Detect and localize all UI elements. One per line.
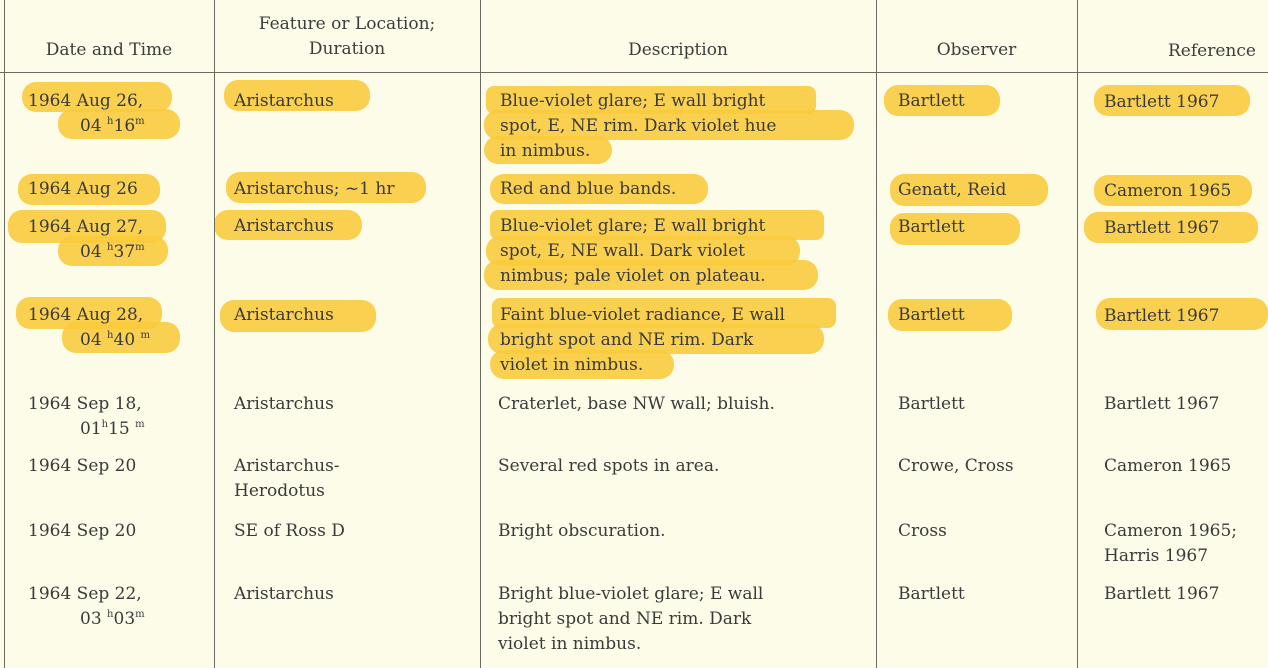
feature-cell: Aristarchus <box>234 394 334 414</box>
description-line: bright spot and NE rim. Dark <box>500 330 754 350</box>
date-cell <box>28 582 145 632</box>
description-line: spot, E, NE wall. Dark violet <box>500 241 745 261</box>
reference-cell: Bartlett 1967 <box>1104 584 1220 604</box>
time-text: 03 $^h$03$^m$ <box>80 609 145 629</box>
header-reference: Reference <box>1168 41 1256 61</box>
description-line: nimbus; pale violet on plateau. <box>500 266 766 286</box>
description-line: Craterlet, base NW wall; bluish. <box>498 394 775 414</box>
time-text: 04 $^h$16$^m$ <box>80 116 145 136</box>
observer-cell: Bartlett <box>898 217 965 237</box>
feature-line: Aristarchus- <box>234 456 340 476</box>
time-text: 04 $^h$40 $^m$ <box>80 330 151 350</box>
observer-cell: Bartlett <box>898 305 965 325</box>
date-text: 1964 Aug 26 <box>28 179 138 199</box>
observer-cell: Bartlett <box>898 394 965 414</box>
feature-cell: Aristarchus <box>234 91 334 111</box>
feature-cell: Aristarchus <box>234 584 334 604</box>
column-rule <box>214 0 215 668</box>
date-cell <box>28 392 145 442</box>
feature-line: Herodotus <box>234 481 325 501</box>
header-observer: Observer <box>936 40 1017 60</box>
header-feature-line2: Duration <box>308 39 386 59</box>
column-rule <box>480 0 481 668</box>
date-cell <box>28 89 145 139</box>
description-cell <box>500 89 776 164</box>
reference-line: Harris 1967 <box>1104 546 1209 566</box>
date-text: 1964 Sep 20 <box>28 521 137 541</box>
column-rule <box>4 0 5 668</box>
date-cell <box>28 215 145 265</box>
date-cell <box>28 177 138 202</box>
date-text: 1964 Sep 18, <box>28 394 142 414</box>
header-feature <box>214 12 480 62</box>
observer-cell: Cross <box>898 521 947 541</box>
observer-cell: Crowe, Cross <box>898 456 1014 476</box>
reference-cell: Bartlett 1967 <box>1104 306 1220 326</box>
description-line: Several red spots in area. <box>498 456 720 476</box>
reference-cell <box>1104 519 1237 569</box>
reference-cell: Cameron 1965 <box>1104 181 1232 201</box>
reference-cell: Cameron 1965 <box>1104 456 1232 476</box>
date-text: 1964 Sep 20 <box>28 456 137 476</box>
header-feature-line1: Feature or Location; <box>258 14 436 34</box>
feature-cell: SE of Ross D <box>234 521 345 541</box>
description-line: Bright obscuration. <box>498 521 666 541</box>
reference-cell: Bartlett 1967 <box>1104 218 1220 238</box>
feature-cell <box>234 454 340 504</box>
description-cell <box>498 392 775 417</box>
date-cell <box>28 519 136 544</box>
description-cell <box>500 177 676 202</box>
description-line: Bright blue-violet glare; E wall <box>498 584 764 604</box>
description-line: bright spot and NE rim. Dark <box>498 609 752 629</box>
feature-cell: Aristarchus; ~1 hr <box>234 179 395 199</box>
description-line: violet in nimbus. <box>500 355 644 375</box>
description-cell <box>500 214 766 289</box>
column-rule <box>876 0 877 668</box>
description-cell <box>498 454 719 479</box>
observer-cell: Bartlett <box>898 584 965 604</box>
time-text: 04 $^h$37$^m$ <box>80 242 145 262</box>
date-text: 1964 Sep 22, <box>28 584 142 604</box>
date-text: 1964 Aug 28, <box>28 305 144 325</box>
observer-cell: Bartlett <box>898 91 965 111</box>
reference-cell: Bartlett 1967 <box>1104 394 1220 414</box>
description-cell <box>498 582 763 657</box>
feature-cell: Aristarchus <box>234 305 334 325</box>
date-text: 1964 Aug 26, <box>28 91 144 111</box>
feature-cell: Aristarchus <box>234 216 334 236</box>
reference-line: Cameron 1965; <box>1104 521 1238 541</box>
header-description: Description <box>628 40 728 60</box>
time-text: 01$^h$15 $^m$ <box>80 419 145 439</box>
description-line: Blue-violet glare; E wall bright <box>500 91 766 111</box>
column-rule <box>1077 0 1078 668</box>
description-line: violet in nimbus. <box>498 634 642 654</box>
description-line: spot, E, NE rim. Dark violet hue <box>500 116 777 136</box>
description-cell <box>498 519 666 544</box>
observer-cell: Genatt, Reid <box>898 180 1007 200</box>
header-date: Date and Time <box>45 40 173 60</box>
description-line: Blue-violet glare; E wall bright <box>500 216 766 236</box>
date-cell <box>28 454 136 479</box>
description-cell <box>500 303 785 378</box>
header-rule <box>0 72 1268 73</box>
date-text: 1964 Aug 27, <box>28 217 144 237</box>
description-line: in nimbus. <box>500 141 591 161</box>
date-cell <box>28 303 150 353</box>
description-line: Red and blue bands. <box>500 179 677 199</box>
description-line: Faint blue-violet radiance, E wall <box>500 305 785 325</box>
reference-cell: Bartlett 1967 <box>1104 92 1220 112</box>
